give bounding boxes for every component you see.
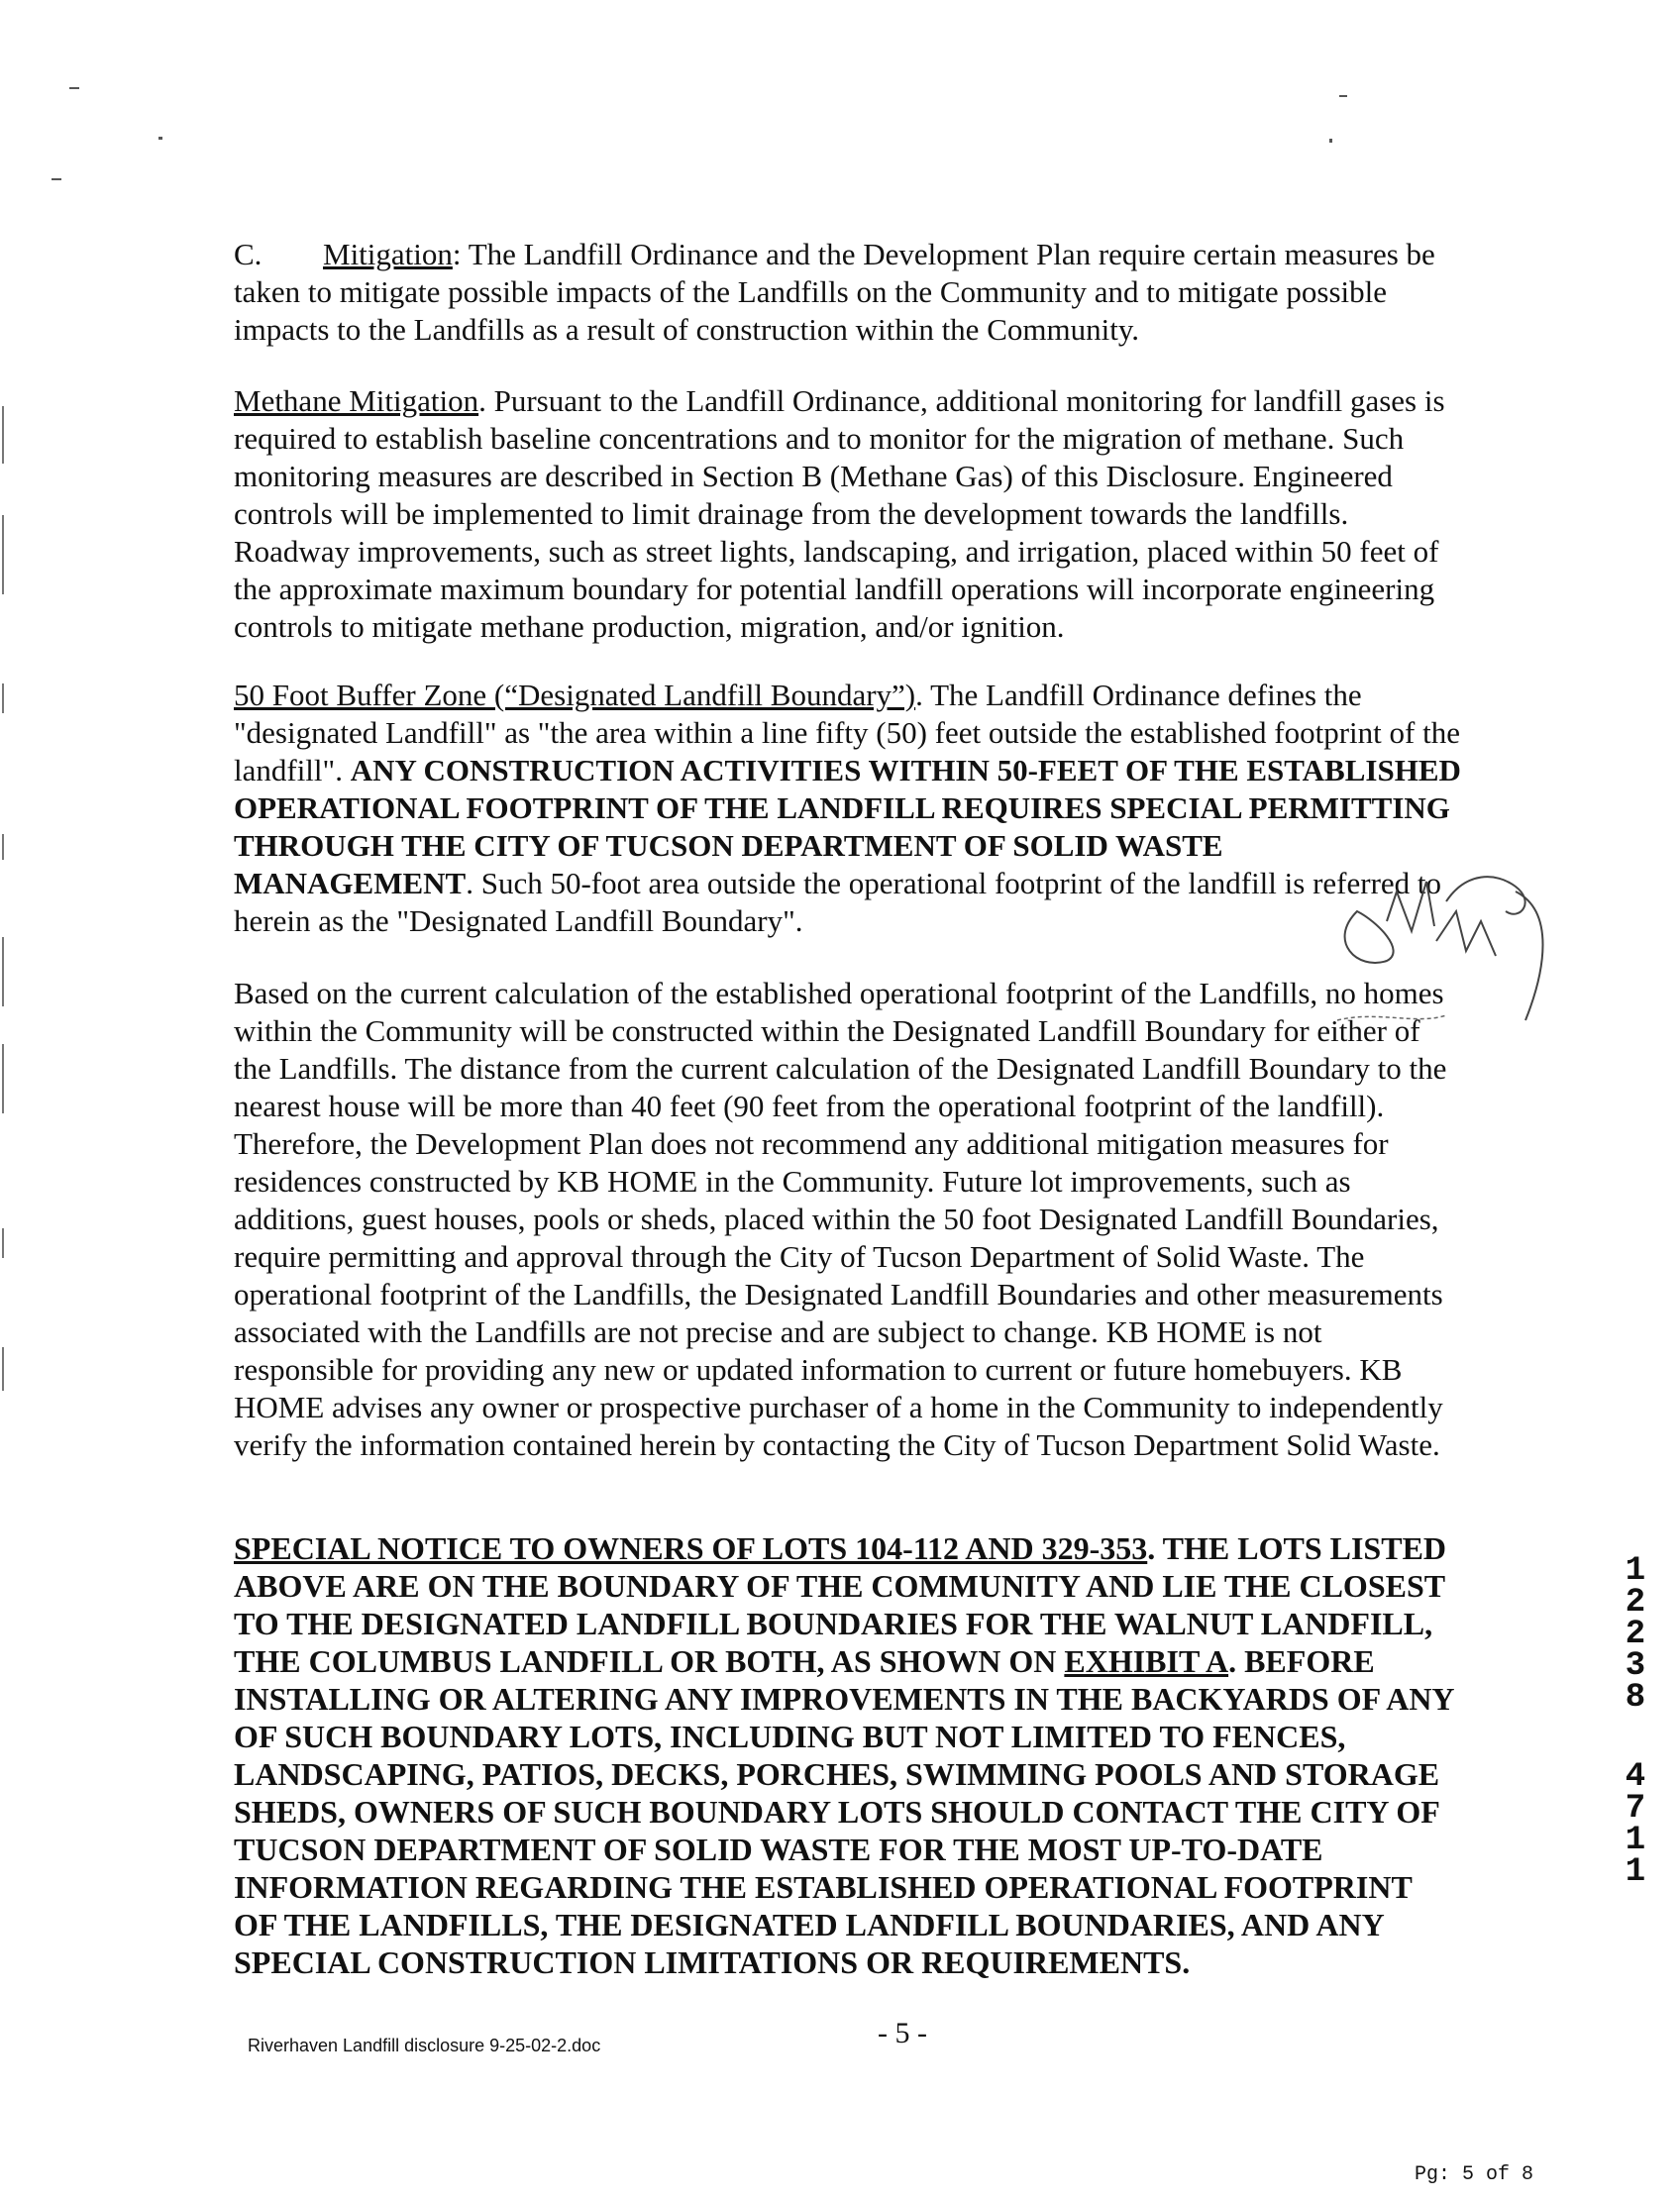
methane-heading: Methane Mitigation <box>234 383 479 418</box>
side-stamp-digit: 2 <box>1625 1616 1646 1653</box>
side-stamp-digit: 7 <box>1625 1790 1646 1828</box>
handwritten-initials-mark <box>1317 852 1575 1050</box>
side-stamp-digit: 1 <box>1625 1853 1646 1891</box>
scan-margin-mark <box>2 1347 4 1391</box>
side-stamp-digit: 4 <box>1625 1758 1646 1796</box>
scan-speck <box>1329 139 1332 143</box>
buffer-zone-bold-text: ANY CONSTRUCTION ACTIVITIES WITHIN 50-FEET OF THE ESTABLISHED OPERATIONAL FOOTPRINT OF THE LANDFILL REQUIRES SPECIAL PERMITTING THROUGH THE CITY OF TUCSON DEPARTMENT OF SOLID WASTE MANAGEMENT <box>234 753 1461 900</box>
current-calculation-text: Based on the current calculation of the established operational footprint of the Landfills, no homes within the Community will be constructed within the Designated Landfill Boundary for either of the Landfills. The distance from the current calculation of the Designated Landfill Boundary to the nearest house will be more than 40 feet (90 feet from the operational footprint of the landfill). Therefore, the Development Plan does not recommend any additional mitigation measures for residences constructed by KB HOME in the Community. Future lot improvements, such as additions, guest houses, pools or sheds, placed within the 50 foot Designated Landfill Boundaries, require permitting and approval through the City of Tucson Department of Solid Waste. The operational footprint of the Landfills, the Designated Landfill Boundaries and other measurements associated with the Landfills are not precise and are subject to change. KB HOME is not responsible for providing any new or updated information to current or future homebuyers. KB HOME advises any owner or prospective purchaser of a home in the Community to independently verify the information contained herein by contacting the City of Tucson Department Solid Waste. <box>234 976 1447 1462</box>
buffer-zone-paragraph <box>234 677 1462 940</box>
methane-paragraph <box>234 382 1462 646</box>
page-number: - 5 - <box>878 2017 927 2049</box>
current-calculation-paragraph <box>234 975 1462 1464</box>
side-stamp-digit: 3 <box>1625 1647 1646 1685</box>
side-stamp-digit: 1 <box>1625 1822 1646 1859</box>
scan-margin-mark <box>2 683 4 713</box>
section-letter: C. <box>234 237 262 271</box>
side-stamp-digit: 1 <box>1625 1552 1646 1590</box>
special-notice-paragraph <box>234 1529 1462 1981</box>
methane-text: . Pursuant to the Landfill Ordinance, additional monitoring for landfill gases is required to establish baseline concentrations and to monitor for the migration of methane. Such monitoring measures are described in Section B (Methane Gas) of this Disclosure. Engineered controls will be implemented to limit drainage from the development towards the landfills. Roadway improvements, such as street lights, landscaping, and irrigation, placed within 50 feet of the approximate maximum boundary for potential landfill operations will incorporate engineering controls to mitigate methane production, migration, and/or ignition. <box>234 383 1445 644</box>
scan-margin-mark <box>2 937 4 1006</box>
scan-margin-mark <box>2 1044 4 1113</box>
special-notice-text-2: . BEFORE INSTALLING OR ALTERING ANY IMPROVEMENTS IN THE BACKYARDS OF ANY OF SUCH BOUNDARY LOTS, INCLUDING BUT NOT LIMITED TO FENCES, LANDSCAPING, PATIOS, DECKS, PORCHES, SWIMMING POOLS AND STORAGE SHEDS, OWNERS OF SUCH BOUNDARY LOTS SHOULD CONTACT THE CITY OF TUCSON DEPARTMENT OF SOLID WASTE FOR THE MOST UP-TO-DATE INFORMATION REGARDING THE ESTABLISHED OPERATIONAL FOOTPRINT OF THE LANDFILLS, THE DESIGNATED LANDFILL BOUNDARIES, AND ANY SPECIAL CONSTRUCTION LIMITATIONS OR REQUIREMENTS. <box>234 1643 1454 1980</box>
buffer-zone-text: . The Landfill Ordinance defines the "designated Landfill" as "the area within a line fifty (50) feet outside the established footprint of the landfill". <box>234 678 1460 787</box>
special-notice-text: . THE LOTS LISTED ABOVE ARE ON THE BOUNDARY OF THE COMMUNITY AND LIE THE CLOSEST TO THE DESIGNATED LANDFILL BOUNDARIES FOR THE WALNUT LANDFILL, THE COLUMBUS LANDFILL OR BOTH, AS SHOWN ON <box>234 1530 1447 1679</box>
scan-speck <box>1339 95 1347 97</box>
scan-speck <box>69 87 79 89</box>
mitigation-text: : The Landfill Ordinance and the Development Plan require certain measures be taken to mitigate possible impacts of the Landfills on the Community and to mitigate possible impacts to the Landfills as a result of construction within the Community. <box>234 237 1435 347</box>
side-stamp-digit: 8 <box>1625 1679 1646 1717</box>
page-count-stamp: Pg: 5 of 8 <box>1415 2163 1534 2186</box>
special-notice-heading: SPECIAL NOTICE TO OWNERS OF LOTS 104-112 AND 329-353 <box>234 1530 1148 1566</box>
side-stamp-number-a <box>1621 1552 1650 1717</box>
scan-margin-mark <box>2 834 4 860</box>
scan-margin-mark <box>2 1228 4 1258</box>
scan-margin-mark <box>2 515 4 594</box>
footer-file-name: Riverhaven Landfill disclosure 9-25-02-2.doc <box>248 2036 601 2055</box>
scan-speck <box>52 178 61 180</box>
scan-speck <box>158 137 162 140</box>
scan-margin-mark <box>2 406 4 464</box>
buffer-zone-text-2: . Such 50-foot area outside the operational footprint of the landfill is referred to herein as the "Designated Landfill Boundary". <box>234 866 1442 938</box>
section-c-paragraph <box>234 236 1462 349</box>
exhibit-reference: EXHIBIT A <box>1064 1643 1229 1679</box>
buffer-zone-heading: 50 Foot Buffer Zone (“Designated Landfill Boundary”) <box>234 678 916 712</box>
mitigation-heading: Mitigation <box>323 237 453 271</box>
side-stamp-digit: 2 <box>1625 1584 1646 1622</box>
side-stamp-number-b <box>1621 1758 1650 1891</box>
